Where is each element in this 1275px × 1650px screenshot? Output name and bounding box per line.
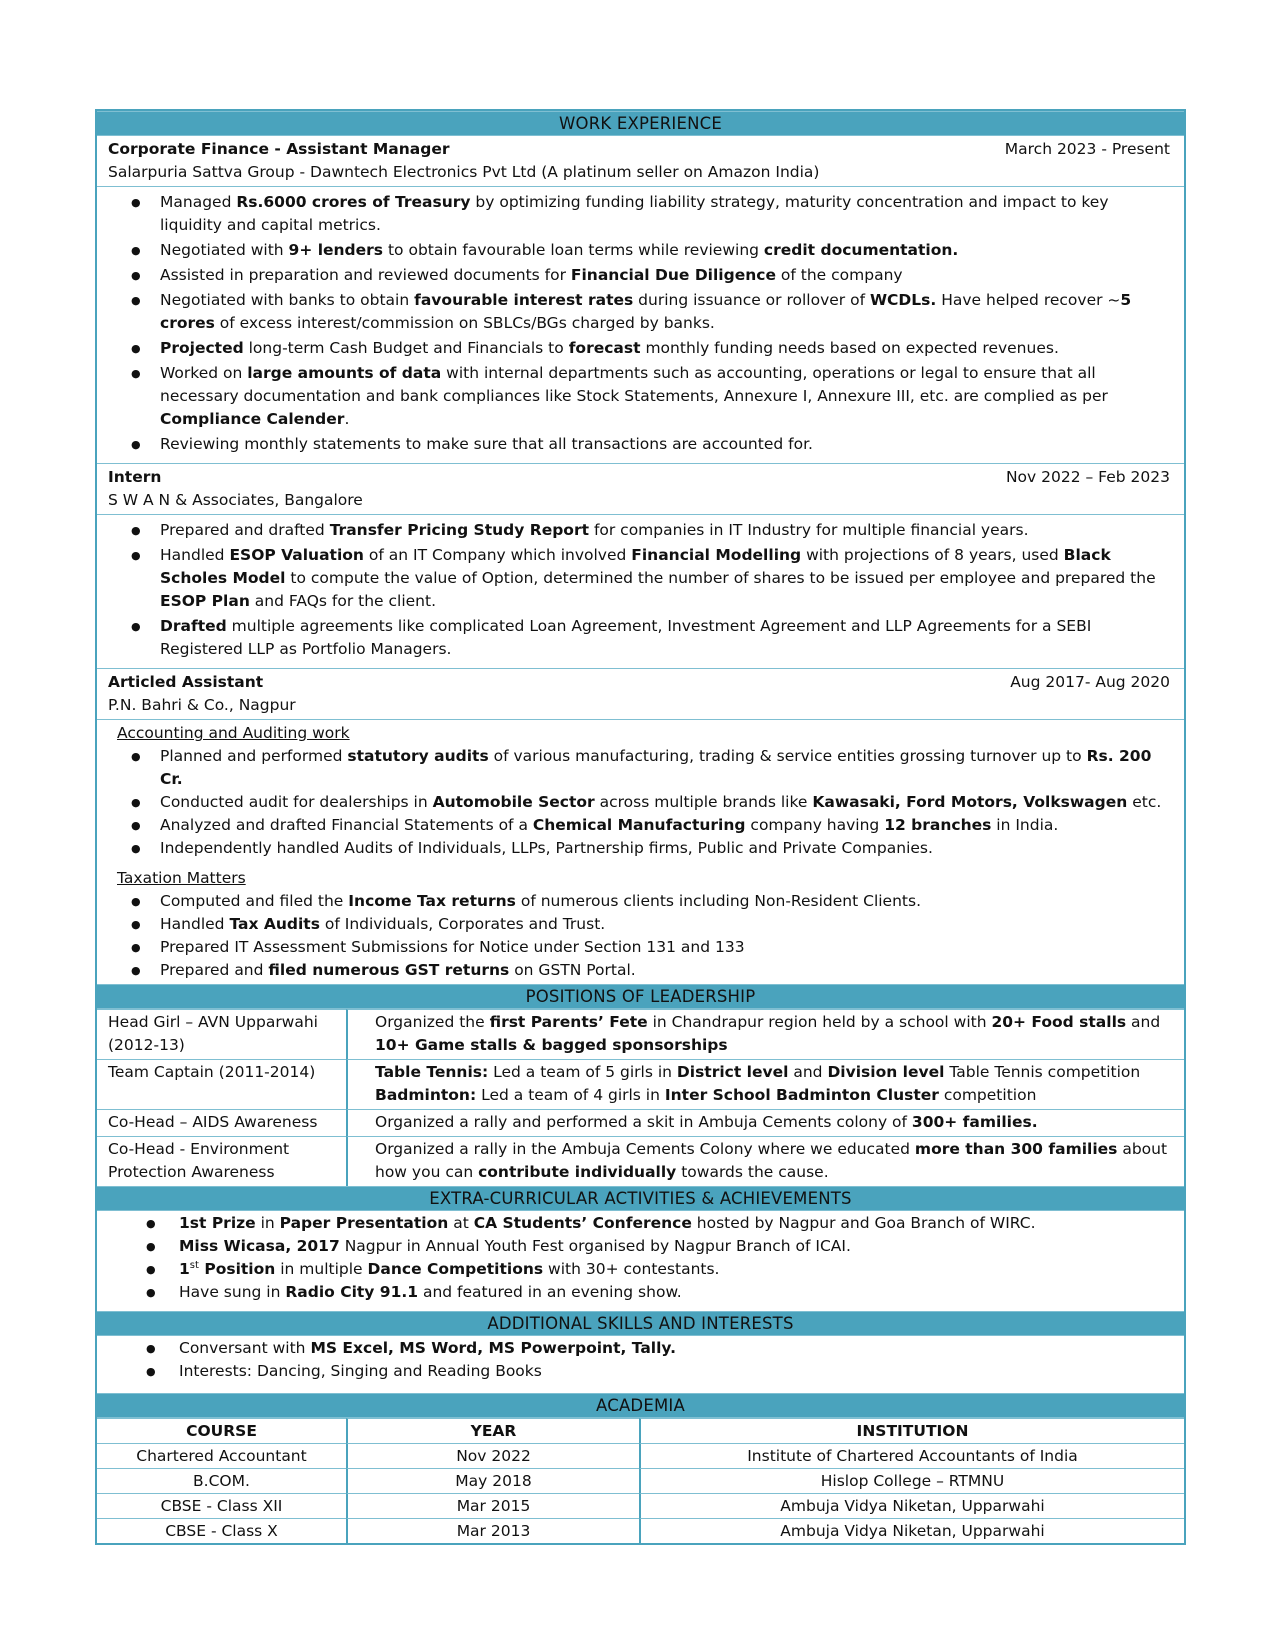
- list-item: ● Interests: Dancing, Singing and Reading Books: [97, 1360, 1174, 1383]
- job-header: [97, 668, 1184, 719]
- academia-header-year: YEAR: [346, 1418, 639, 1443]
- leadership-role: Team Captain (2011-2014): [97, 1059, 346, 1109]
- job-organization: P.N. Bahri & Co., Nagpur: [108, 696, 296, 714]
- bullet-list: [97, 745, 1184, 865]
- job-title: Corporate Finance - Assistant Manager: [108, 140, 450, 158]
- job-details: [97, 186, 1184, 463]
- list-item: ● Conversant with MS Excel, MS Word, MS Powerpoint, Tally.: [97, 1337, 1174, 1360]
- job-details: [97, 514, 1184, 668]
- leadership-description: Organized the first Parents’ Fete in Chandrapur region held by a school with 20+ Food stalls and 10+ Game stalls & bagged sponsorships: [346, 1009, 1184, 1059]
- job-header: [97, 463, 1184, 514]
- academia-course: Chartered Accountant: [97, 1443, 346, 1468]
- list-item: ● Managed Rs.6000 crores of Treasury by optimizing funding liability strategy, maturity concentration and impact to key liquidity and capital metrics.: [97, 191, 1174, 237]
- job-header: [97, 136, 1184, 186]
- extra-curricular-list: [97, 1211, 1184, 1311]
- job-dates: Aug 2017- Aug 2020: [1010, 673, 1170, 691]
- academia-year: May 2018: [346, 1468, 639, 1493]
- list-item: ● Projected long-term Cash Budget and Financials to forecast monthly funding needs based on expected revenues.: [97, 337, 1174, 360]
- bullet-list: [97, 515, 1184, 668]
- academia-course: B.COM.: [97, 1468, 346, 1493]
- academia-institution: Ambuja Vidya Niketan, Upparwahi: [639, 1493, 1184, 1518]
- list-item: ● Reviewing monthly statements to make sure that all transactions are accounted for.: [97, 433, 1174, 456]
- leadership-description: Organized a rally in the Ambuja Cements Colony where we educated more than 300 families about how you can contribute individually towards the cause.: [346, 1136, 1184, 1186]
- academia-course: CBSE - Class X: [97, 1518, 346, 1543]
- list-item: ● Independently handled Audits of Individuals, LLPs, Partnership firms, Public and Private Companies.: [97, 837, 1174, 860]
- academia-course: CBSE - Class XII: [97, 1493, 346, 1518]
- leadership-role: Head Girl – AVN Upparwahi (2012-13): [97, 1009, 346, 1059]
- list-item: ● 1st Prize in Paper Presentation at CA Students’ Conference hosted by Nagpur and Goa Branch of WIRC.: [97, 1212, 1174, 1235]
- academia-institution: Hislop College – RTMNU: [639, 1468, 1184, 1493]
- list-item: ● Conducted audit for dealerships in Automobile Sector across multiple brands like Kawasaki, Ford Motors, Volkswagen etc.: [97, 791, 1174, 814]
- leadership-role: Co-Head – AIDS Awareness: [97, 1109, 346, 1136]
- job-organization: Salarpuria Sattva Group - Dawntech Electronics Pvt Ltd (A platinum seller on Amazon India): [108, 163, 820, 181]
- resume: [95, 109, 1186, 1545]
- academia-institution: Institute of Chartered Accountants of India: [639, 1443, 1184, 1468]
- section-heading-extra-curricular: EXTRA-CURRICULAR ACTIVITIES & ACHIEVEMENTS: [97, 1186, 1184, 1211]
- leadership-description: Organized a rally and performed a skit in Ambuja Cements colony of 300+ families.: [346, 1109, 1184, 1136]
- job-title: Articled Assistant: [108, 673, 264, 691]
- bullet-list: [97, 890, 1184, 984]
- list-item: ● Planned and performed statutory audits of various manufacturing, trading & service entities grossing turnover up to Rs. 200 Cr.: [97, 745, 1174, 791]
- list-item: ● Handled ESOP Valuation of an IT Company which involved Financial Modelling with projections of 8 years, used Black Scholes Model to compute the value of Option, determined the number of shares to be issued per employee and prepared the ESOP Plan and FAQs for the client.: [97, 544, 1174, 613]
- leadership-description: Table Tennis: Led a team of 5 girls in District level and Division level Table Tennis competition Badminton: Led a team of 4 girls in Inter School Badminton Cluster competition: [346, 1059, 1184, 1109]
- academia-year: Mar 2013: [346, 1518, 639, 1543]
- list-item: ● Handled Tax Audits of Individuals, Corporates and Trust.: [97, 913, 1174, 936]
- academia-year: Nov 2022: [346, 1443, 639, 1468]
- section-heading-leadership: POSITIONS OF LEADERSHIP: [97, 984, 1184, 1009]
- list-item: ● Prepared IT Assessment Submissions for Notice under Section 131 and 133: [97, 936, 1174, 959]
- academia-institution: Ambuja Vidya Niketan, Upparwahi: [639, 1518, 1184, 1543]
- list-item: ● Worked on large amounts of data with internal departments such as accounting, operations or legal to ensure that all necessary documentation and bank compliances like Stock Statements, Annexure I, Annexure III, etc. are complied as per Compliance Calender.: [97, 362, 1174, 431]
- list-item: ● Prepared and drafted Transfer Pricing Study Report for companies in IT Industry for multiple financial years.: [97, 519, 1174, 542]
- list-item: ● Assisted in preparation and reviewed documents for Financial Due Diligence of the company: [97, 264, 1174, 287]
- list-item: ● Negotiated with banks to obtain favourable interest rates during issuance or rollover of WCDLs. Have helped recover ~5 crores of excess interest/commission on SBLCs/BGs charged by banks.: [97, 289, 1174, 335]
- section-heading-academia: ACADEMIA: [97, 1393, 1184, 1418]
- list-item: ● Drafted multiple agreements like complicated Loan Agreement, Investment Agreement and LLP Agreements for a SEBI Registered LLP as Portfolio Managers.: [97, 615, 1174, 661]
- job-dates: Nov 2022 – Feb 2023: [1005, 468, 1170, 486]
- job-title: Intern: [108, 468, 162, 486]
- academia-year: Mar 2015: [346, 1493, 639, 1518]
- list-item: ● 1st Position in multiple Dance Competitions with 30+ contestants.: [97, 1258, 1174, 1281]
- list-item: ● Prepared and filed numerous GST returns on GSTN Portal.: [97, 959, 1174, 982]
- section-heading-skills: ADDITIONAL SKILLS AND INTERESTS: [97, 1311, 1184, 1336]
- academia-header-institution: INSTITUTION: [639, 1418, 1184, 1443]
- academia-header-course: COURSE: [97, 1418, 346, 1443]
- job-organization: S W A N & Associates, Bangalore: [108, 491, 363, 509]
- section-heading-work-experience: WORK EXPERIENCE: [97, 111, 1184, 136]
- job-details: [97, 719, 1184, 984]
- leadership-table: [97, 1009, 1184, 1186]
- list-item: ● Negotiated with 9+ lenders to obtain favourable loan terms while reviewing credit documentation.: [97, 239, 1174, 262]
- academia-table: [97, 1418, 1184, 1543]
- leadership-role: Co-Head - Environment Protection Awareness: [97, 1136, 346, 1186]
- subheading-taxation: Taxation Matters: [117, 869, 246, 887]
- job-dates: March 2023 - Present: [1004, 140, 1170, 158]
- subheading-accounting: Accounting and Auditing work: [117, 724, 350, 742]
- list-item: ● Analyzed and drafted Financial Statements of a Chemical Manufacturing company having 12 branches in India.: [97, 814, 1174, 837]
- list-item: ● Have sung in Radio City 91.1 and featured in an evening show.: [97, 1281, 1174, 1304]
- bullet-list: [97, 187, 1184, 463]
- list-item: ● Computed and filed the Income Tax returns of numerous clients including Non-Resident Clients.: [97, 890, 1174, 913]
- list-item: ● Miss Wicasa, 2017 Nagpur in Annual Youth Fest organised by Nagpur Branch of ICAI.: [97, 1235, 1174, 1258]
- skills-list: [97, 1336, 1184, 1393]
